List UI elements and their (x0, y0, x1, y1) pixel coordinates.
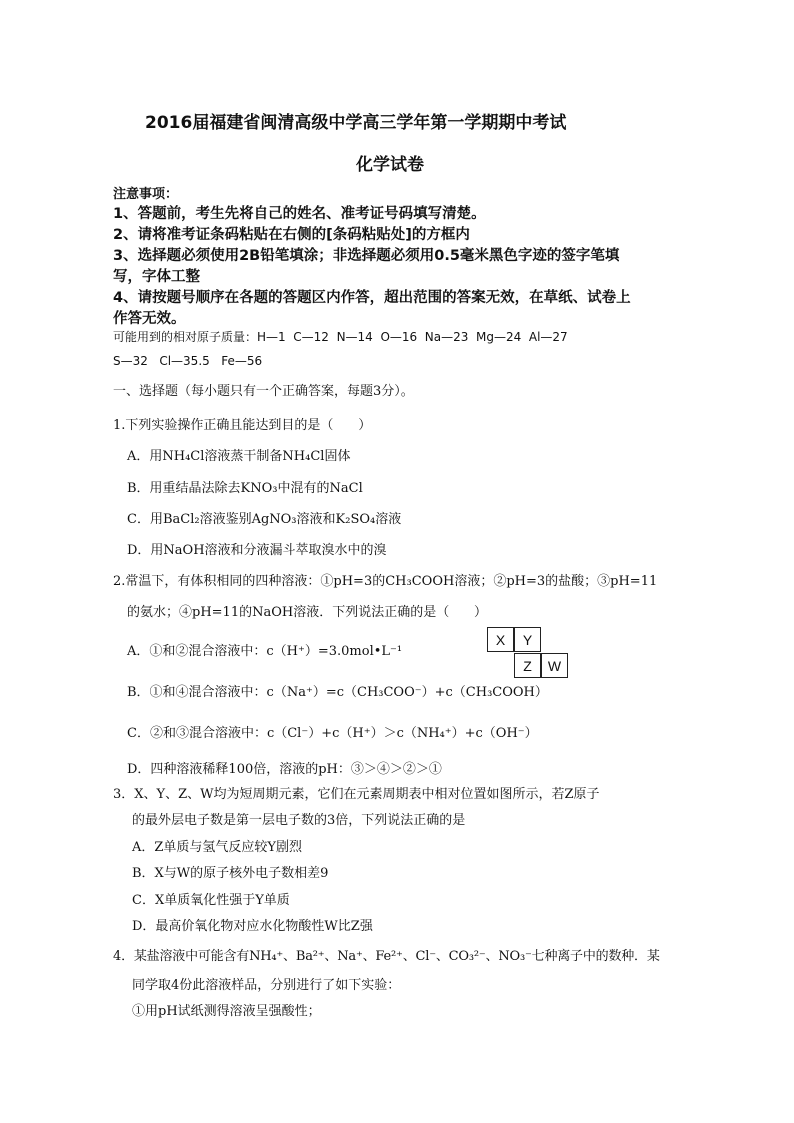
q3-option-c: C．X单质氧化性强于Y单质 (132, 893, 290, 908)
q2-stem-line1: 2.常温下，有体积相同的四种溶液：①pH=3的CH₃COOH溶液；②pH=3的盐酸；③pH=11 (113, 574, 658, 589)
notice-item: 2、请将准考证条码粘贴在右侧的[条码粘贴处]的方框内 (113, 227, 470, 243)
periodic-table-fragment (487, 627, 571, 679)
q3-stem-line1: 3．X、Y、Z、W均为短周期元素，它们在元素周期表中相对位置如图所示，若Z原子 (113, 787, 600, 802)
cell-z: Z (514, 653, 541, 678)
notice-item: 3、选择题必须使用2B铅笔填涂；非选择题必须用0.5毫米黑色字迹的签字笔填 (113, 248, 620, 264)
atomic-mass-line1: 可能用到的相对原子质量：H—1 C—12 N—14 O—16 Na—23 Mg—24 Al—27 (113, 330, 568, 344)
q4-stem-line1: 4．某盐溶液中可能含有NH₄⁺、Ba²⁺、Na⁺、Fe²⁺、Cl⁻、CO₃²⁻、NO₃⁻七种离子中的数种．某 (113, 949, 660, 964)
section-heading: 一、选择题（每小题只有一个正确答案，每题3分）。 (113, 384, 414, 399)
notice-heading: 注意事项： (113, 187, 179, 202)
q1-option-b: B．用重结晶法除去KNO₃中混有的NaCl (127, 481, 363, 496)
q3-option-d: D．最高价氧化物对应水化物酸性W比Z强 (132, 919, 373, 934)
q2-option-b: B．①和④混合溶液中：c（Na⁺）=c（CH₃COO⁻）+c（CH₃COOH） (127, 685, 548, 700)
q4-step1: ①用pH试纸测得溶液呈强酸性； (132, 1004, 321, 1019)
q1-option-c: C．用BaCl₂溶液鉴别AgNO₃溶液和K₂SO₄溶液 (127, 512, 402, 527)
q3-stem-line2: 的最外层电子数是第一层电子数的3倍，下列说法正确的是 (132, 813, 466, 828)
q2-option-a: A．①和②混合溶液中：c（H⁺）=3.0mol•L⁻¹ (127, 644, 403, 659)
notice-item: 作答无效。 (113, 311, 186, 327)
q2-stem-line2: 的氨水；④pH=11的NaOH溶液．下列说法正确的是（ ） (127, 605, 488, 620)
atomic-mass-line2: S—32 Cl—35.5 Fe—56 (113, 354, 263, 368)
q1-option-d: D．用NaOH溶液和分液漏斗萃取溴水中的溴 (127, 543, 387, 558)
q2-option-d: D．四种溶液稀释100倍，溶液的pH：③＞④＞②＞① (127, 762, 442, 777)
q4-stem-line2: 同学取4份此溶液样品，分别进行了如下实验： (132, 978, 401, 993)
exam-subtitle: 化学试卷 (356, 155, 424, 175)
q1-option-a: A．用NH₄Cl溶液蒸干制备NH₄Cl固体 (127, 449, 351, 464)
cell-y: Y (514, 627, 541, 652)
notice-item: 1、答题前，考生先将自己的姓名、准考证号码填写清楚。 (113, 206, 486, 222)
cell-x: X (487, 627, 514, 652)
q2-option-c: C．②和③混合溶液中：c（Cl⁻）+c（H⁺）＞c（NH₄⁺）+c（OH⁻） (127, 726, 538, 741)
notice-item: 写，字体工整 (113, 269, 200, 285)
q1-stem: 1.下列实验操作正确且能达到目的是（ ） (113, 418, 372, 433)
notice-item: 4、请按题号顺序在各题的答题区内作答，超出范围的答案无效，在草纸、试卷上 (113, 290, 631, 306)
exam-title: 2016届福建省闽清高级中学高三学年第一学期期中考试 (145, 113, 567, 133)
q3-option-b: B．X与W的原子核外电子数相差9 (132, 866, 329, 881)
cell-w: W (541, 653, 568, 678)
q3-option-a: A．Z单质与氢气反应较Y剧烈 (132, 840, 303, 855)
